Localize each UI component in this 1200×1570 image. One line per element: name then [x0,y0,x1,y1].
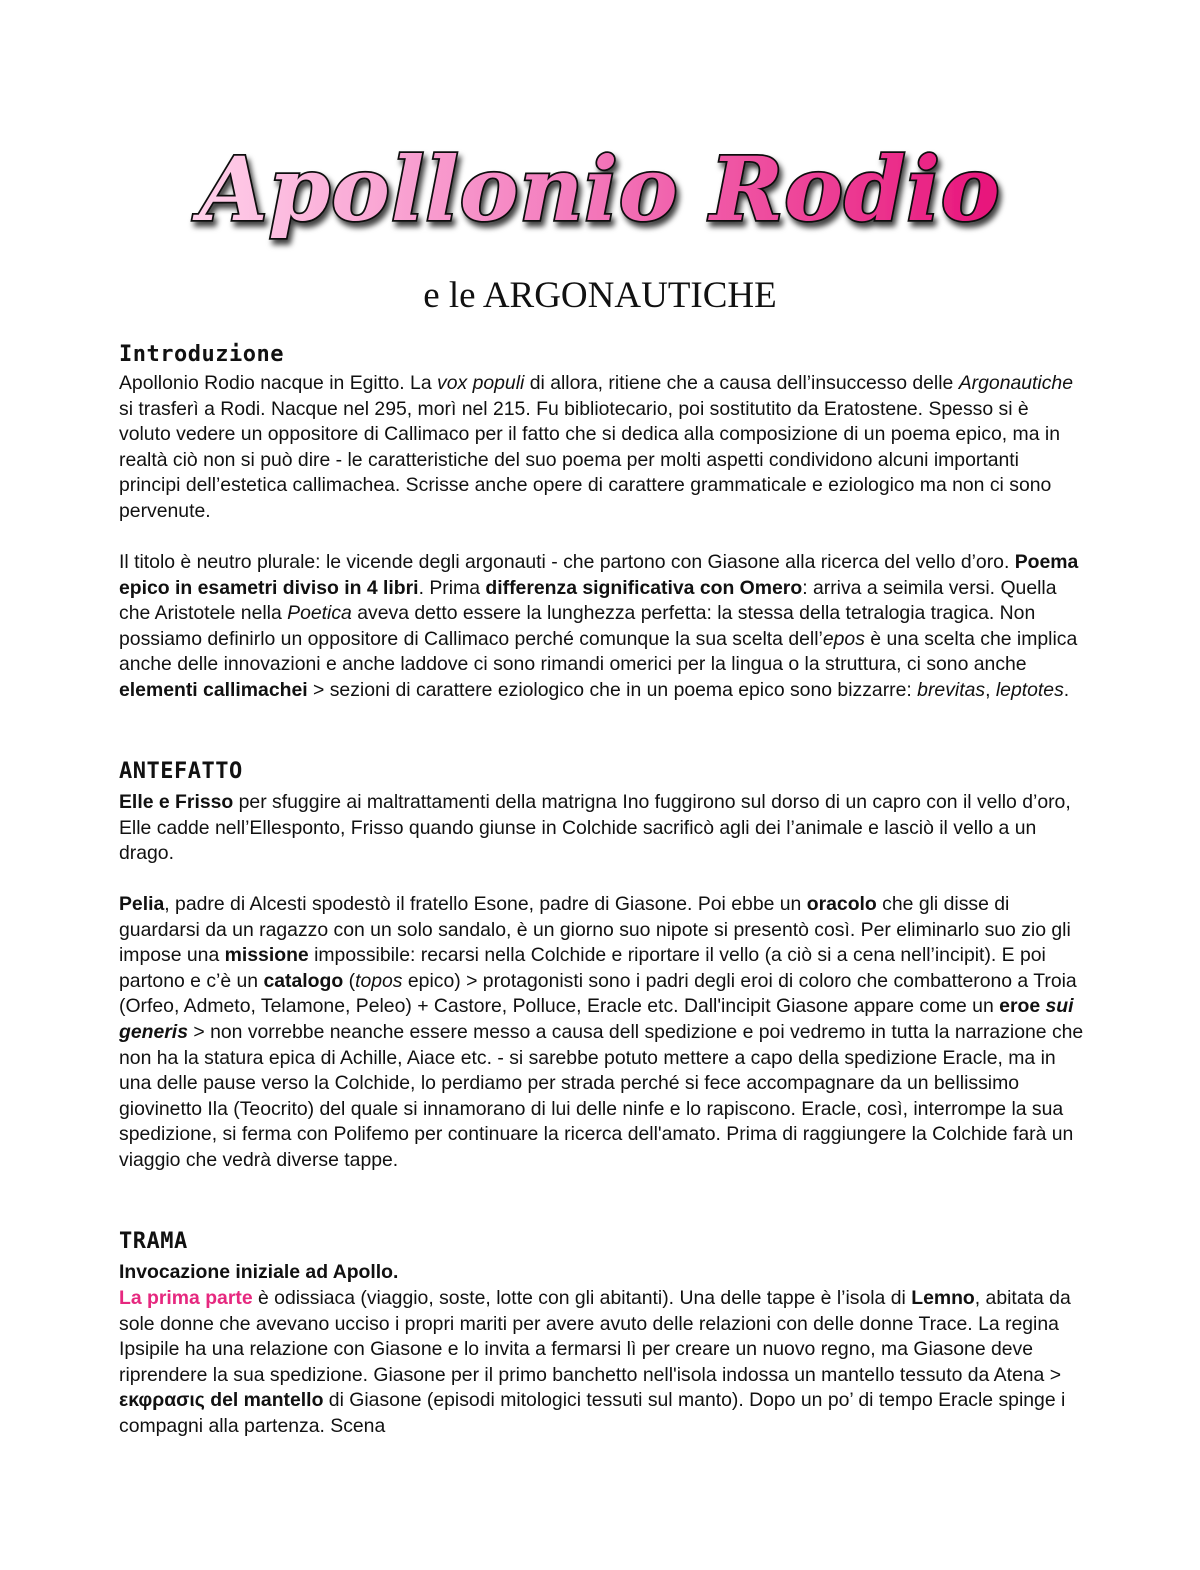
document-subtitle: e le ARGONAUTICHE [423,275,777,316]
highlight-text: La prima parte [119,1287,253,1309]
svg-text:Apollonio Rodio: Apollonio Rodio [199,137,1001,241]
antefatto-paragraph-2 [119,892,1084,1174]
antefatto-paragraph-1 [119,790,1084,867]
paragraph: Elle e Frisso per sfuggire ai maltrattamenti della matrigna Ino fuggirono sul dorso di un capro con il vello d’oro, Elle cadde nell’Ellesponto, Frisso quando giunse in Colchide sacrificò agli dei l’animale e lasciò il vello a un drago. [119,791,1071,865]
section-heading-antefatto: ANTEFATTO [119,759,243,784]
section-heading-introduzione: Introduzione [119,342,284,367]
intro-paragraph-1 [119,371,1084,525]
section-heading-trama: TRAMA [119,1229,188,1254]
paragraph: Apollonio Rodio nacque in Egitto. La vox populi di allora, ritiene che a causa dell’insuccesso delle Argonautiche si trasferì a Rodi. Nacque nel 295, morì nel 215. Fu bibliotecario, poi sostitutito da Eratostene. Spesso si è voluto vedere un oppositore di Callimaco per il fatto che si dedica alla composizione di un poema epico, ma in realtà ciò non si può dire - le caratteristiche del suo poema per molti aspetti condividono alcuni importanti principi dell’estetica callimachea. Scrisse anche opere di carattere grammaticale e eziologico ma non ci sono pervenute. [119,372,1074,522]
trama-subheading: Invocazione iniziale ad Apollo. [119,1261,399,1283]
paragraph: La prima parte è odissiaca (viaggio, soste, lotte con gli abitanti). Una delle tappe è l’isola di Lemno, abitata da sole donne che avevano ucciso i propri mariti per avere avuto delle relazioni con delle donne Trace. La regina Ipsipile ha una relazione con Giasone e lo invita a fermarsi lì per creare un nuovo regno, ma Giasone deve riprendere la sua spedizione. Giasone per il primo banchetto nell'isola indossa un mantello tessuto da Atena > εκφρασις del mantello di Giasone (episodi mitologici tessuti sul manto). Dopo un po’ di tempo Eracle spinge i compagni alla partenza. Scena [119,1287,1071,1437]
trama-paragraph-1 [119,1286,1084,1440]
title-logo [0,128,1200,258]
paragraph: Pelia, padre di Alcesti spodestò il fratello Esone, padre di Giasone. Poi ebbe un oracolo che gli disse di guardarsi da un ragazzo con un solo sandalo, è un giorno suo nipote si presentò così. Per eliminarlo suo zio gli impose una missione impossibile: recarsi nella Colchide e riportare il vello (a ciò si a cena nell’incipit). E poi partono e c’è un catalogo (topos epico) > protagonisti sono i padri degli eroi di coloro che combatterono a Troia (Orfeo, Admeto, Telamone, Peleo) + Castore, Polluce, Eracle etc. Dall'incipit Giasone appare come un eroe sui generis > non vorrebbe neanche essere messo a causa dell spedizione e poi vedremo in tutta la narrazione che non ha la statura epica di Achille, Aiace etc. - si sarebbe potuto mettere a capo della spedizione Eracle, ma in una delle pause verso la Colchide, lo perdiamo per strada perché si fece accompagnare da un bellissimo giovinetto Ila (Teocrito) del quale si innamorano di lui delle ninfe e lo rapiscono. Eracle, così, interrompe la sua spedizione, si ferma con Polifemo per continuare la ricerca dell'amato. Prima di raggiungere la Colchide farà un viaggio che vedrà diverse tappe. [119,893,1084,1171]
paragraph: Il titolo è neutro plurale: le vicende degli argonauti - che partono con Giasone alla ricerca del vello d’oro. Poema epico in esametri diviso in 4 libri. Prima differenza significativa con Omero: arriva a seimila versi. Quella che Aristotele nella Poetica aveva detto essere la lunghezza perfetta: la stessa della tetralogia tragica. Non possiamo definirlo un oppositore di Callimaco perché comunque la sua scelta dell’epos è una scelta che implica anche delle innovazioni e anche laddove ci sono rimandi omerici per la lingua o la struttura, ci sono anche elementi callimachei > sezioni di carattere eziologico che in un poema epico sono bizzarre: brevitas, leptotes. [119,551,1079,701]
intro-paragraph-2 [119,550,1084,704]
